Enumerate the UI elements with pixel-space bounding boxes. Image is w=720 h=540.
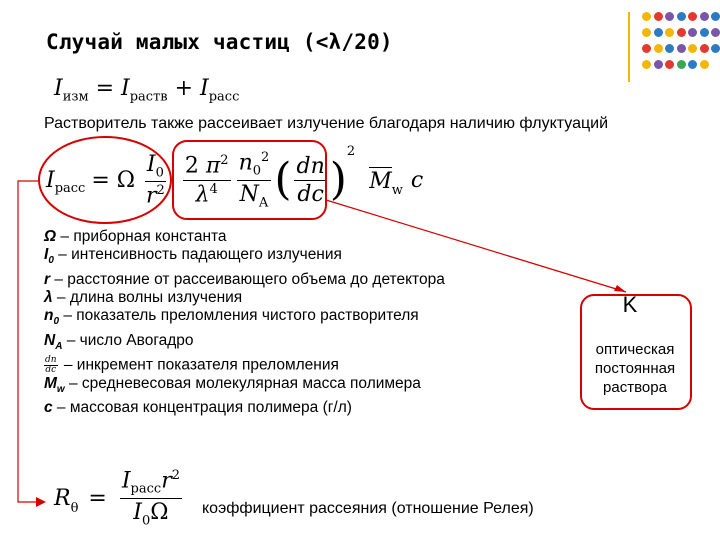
optical-constant-symbol: K <box>622 292 638 317</box>
fraction-i0-r2: $\frac{I_0}{r^2}$ <box>146 151 165 209</box>
definition-text: – число Авогадро <box>62 331 194 349</box>
k-connector-arrowhead <box>614 285 626 292</box>
equation-measured-intensity: $I_{изм} = I_{раств} + I_{расс}$ <box>54 76 240 105</box>
definition-symbol: Ω <box>44 228 57 245</box>
definition-symbol: $N_A$ <box>44 331 63 352</box>
solvent-scattering-text: Растворитель также рассеивает излучение благодаря наличию флуктуаций <box>44 115 609 132</box>
definition-symbol: $I_0$ <box>44 246 54 267</box>
rayleigh-ratio-caption: коэффициент рассеяния (отношение Релея) <box>202 500 534 517</box>
fraction-rayleigh: $\frac{I_{расс}r^2}{I_0\Omega}$ <box>121 468 180 529</box>
definition-symbol: r <box>44 270 51 288</box>
definition-text: – показатель преломления чистого растворителя <box>59 307 419 325</box>
k-connector-line <box>326 200 626 292</box>
lhs-highlight-ellipse <box>39 137 171 223</box>
definition-symbol: λ <box>44 288 53 306</box>
fraction-pi-lambda: $\frac{2 \pi^2}{\lambda^4}$ <box>184 153 229 207</box>
left-bracket-line <box>18 181 40 502</box>
definition-text: – приборная константа <box>56 228 227 245</box>
fraction-dn-dc: $\frac{dn}{dc}$ <box>296 153 325 207</box>
definition-text: – массовая концентрация полимера (г/л) <box>52 399 352 417</box>
definition-text: – инкремент показателя преломления <box>59 356 339 374</box>
optical-constant-caption: оптическая постоянная раствора <box>594 341 676 396</box>
definition-text: – средневесовая молекулярная масса полимера <box>64 375 421 393</box>
k-terms-highlight-box <box>173 141 326 219</box>
definition-text: – длина волны излучения <box>52 288 243 306</box>
definition-text: – интенсивность падающего излучения <box>53 246 342 264</box>
left-bracket-arrowhead <box>36 497 46 507</box>
definition-text: – расстояние от рассеивающего объема до детектора <box>50 270 445 288</box>
fraction-n0-na: $\frac{n_0^2}{N_A}$ <box>238 150 270 211</box>
equation-rayleigh-ratio: R $_\theta$ = $\frac{I_{расс}r^2}{I_0\Omega}$ <box>54 468 180 529</box>
definition-symbol: c <box>44 399 53 417</box>
equation-scattered-intensity: I $_{расс}$ = Ω $\frac{I_0}{r^2}$ $\frac{2 \pi^2}{\lambda^4}$ $\frac{n_0^2}{N_A}$ ( $\frac{dn}{dc}$ ) $^2$ M $_w$ c <box>46 144 424 211</box>
definition-symbol: $n_0$ <box>44 307 60 328</box>
definition-fraction: $\frac{dn}{dc}$ <box>45 355 57 376</box>
slide-title: Случай малых частиц (<λ/20) <box>46 30 393 54</box>
definition-symbol: $M_w$ <box>44 375 65 396</box>
